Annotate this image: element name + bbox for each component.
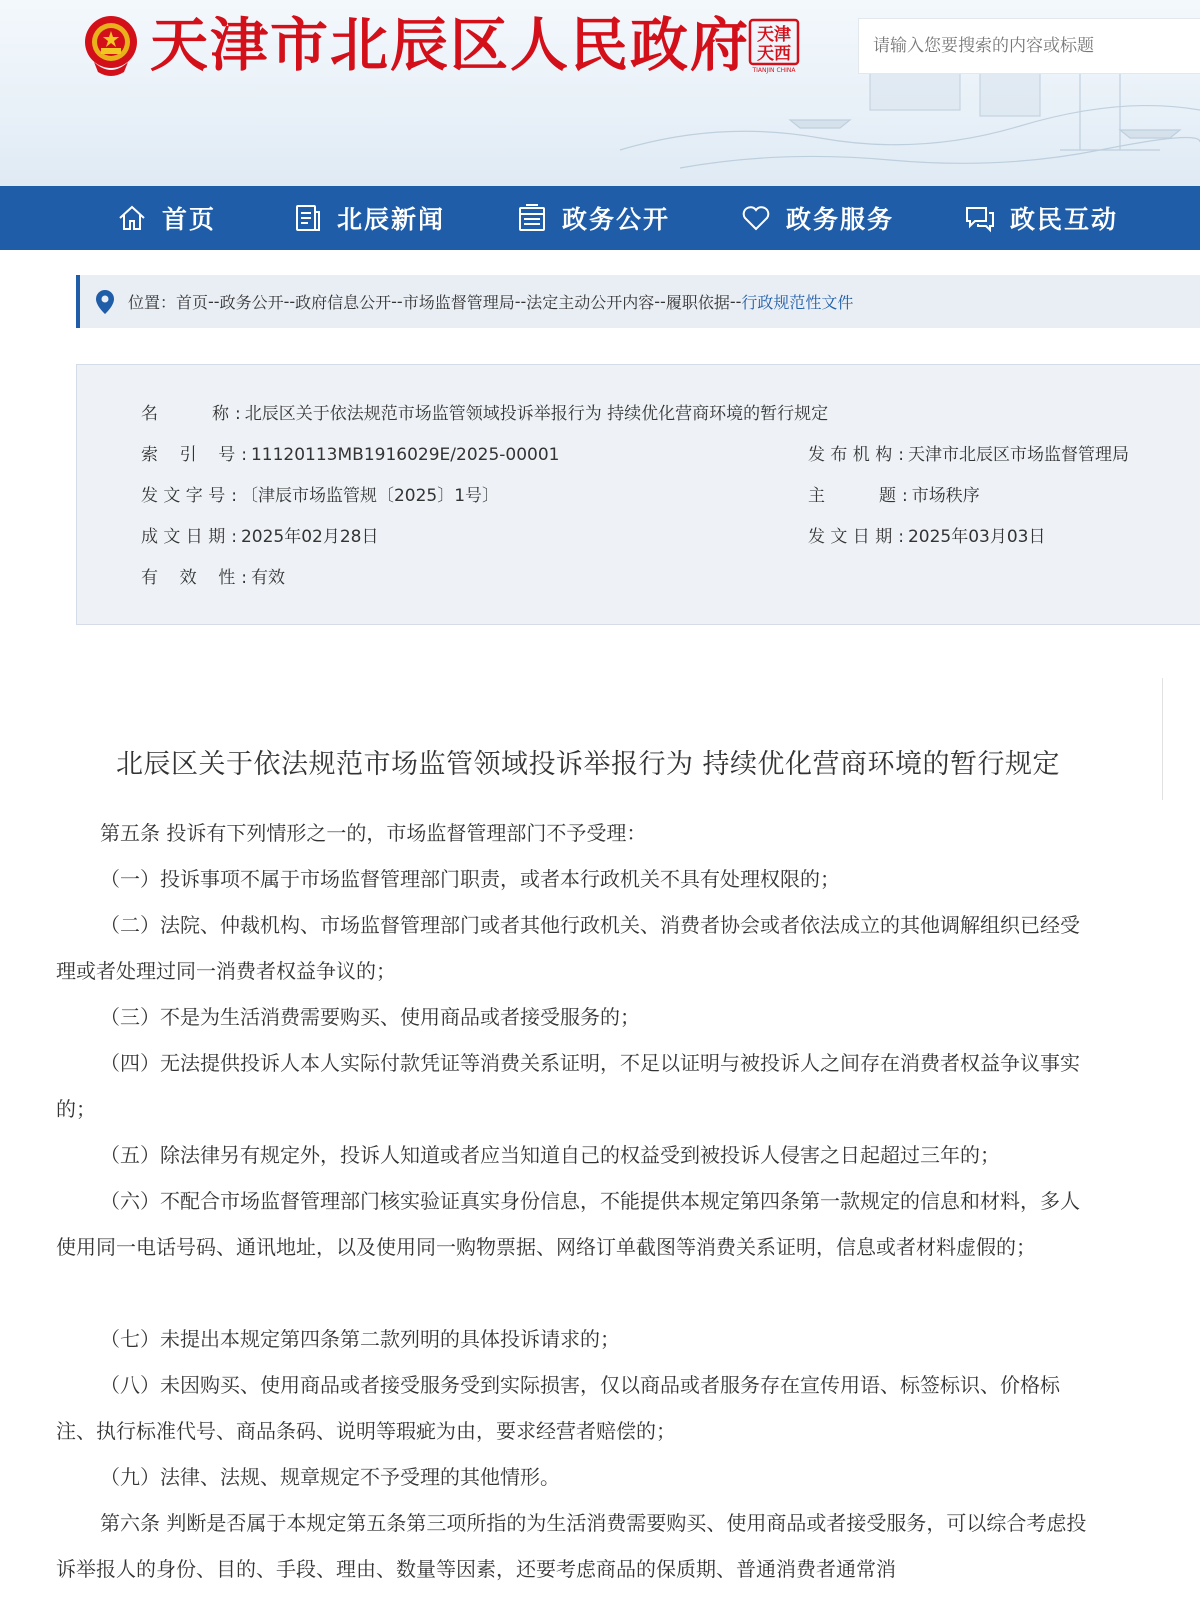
- article-paragraph: （八）未因购买、使用商品或者接受服务受到实际损害，仅以商品或者服务存在宣传用语、标签标识、价格标注、执行标准代号、商品条码、说明等瑕疵为由，要求经营者赔偿的；: [56, 1373, 1060, 1443]
- info-row-validity: 有 效 性 : 有效: [141, 568, 285, 588]
- breadcrumb-prefix: 位置：: [128, 293, 177, 312]
- info-row-subject: 主 题 : 市场秩序: [808, 486, 980, 506]
- list-icon: [516, 202, 548, 234]
- article-paragraph: （七）未提出本规定第四条第二款列明的具体投诉请求的；: [100, 1327, 620, 1351]
- site-title: 天津市北辰区人民政府: [150, 11, 751, 79]
- heart-icon: [740, 202, 772, 234]
- breadcrumb-separator: --: [729, 292, 742, 311]
- search-box: [858, 18, 1200, 74]
- location-pin-icon: [94, 289, 116, 315]
- nav-item-interaction[interactable]: [964, 186, 1118, 250]
- info-label: 有 效 性: [141, 568, 236, 588]
- nav-item-home[interactable]: [116, 186, 216, 250]
- breadcrumb-separator: --: [514, 292, 527, 311]
- document-info-panel: [76, 364, 1200, 625]
- info-label: 成 文 日 期: [141, 527, 226, 547]
- svg-text:TIANJIN CHINA: TIANJIN CHINA: [752, 67, 796, 74]
- info-value: 2025年03月03日: [907, 527, 1046, 547]
- info-value: 11120113MB1916029E/2025-00001: [250, 445, 560, 465]
- svg-text:天津: 天津: [757, 25, 791, 45]
- chat-icon: [964, 202, 996, 234]
- breadcrumb-item-market-bureau[interactable]: 市场监督管理局: [402, 293, 515, 312]
- nav-item-gov-service[interactable]: [740, 186, 894, 250]
- info-label: 索 引 号: [141, 445, 236, 465]
- info-label: 发 文 日 期: [808, 527, 893, 547]
- nav-item-label: 政务服务: [786, 205, 895, 234]
- info-value: 〔津辰市场监管规〔2025〕1号〕: [240, 486, 500, 506]
- info-row-issued: 发 文 日 期 : 2025年03月03日: [808, 527, 1046, 547]
- breadcrumb-item-current[interactable]: 行政规范性文件: [741, 293, 854, 312]
- breadcrumb-item-home[interactable]: 首页: [176, 293, 209, 312]
- info-row-name: 名 称 : 北辰区关于依法规范市场监管领域投诉举报行为 持续优化营商环境的暂行规定: [141, 404, 829, 424]
- info-label: 主 题: [808, 486, 897, 506]
- nav-item-label: 北辰新闻: [337, 205, 446, 234]
- article-paragraph: （九）法律、法规、规章规定不予受理的其他情形。: [100, 1465, 560, 1489]
- national-emblem-icon: [82, 12, 140, 78]
- info-row-publisher: 发 布 机 构 : 天津市北辰区市场监督管理局: [808, 445, 1129, 465]
- svg-text:天西: 天西: [757, 44, 791, 64]
- home-icon: [116, 202, 148, 234]
- nav-item-gov-affairs[interactable]: [516, 186, 670, 250]
- article-paragraph: 第六条 判断是否属于本规定第五条第三项所指的为生活消费需要购买、使用商品或者接受服务，可以综合考虑投诉举报人的身份、目的、手段、理由、数量等因素，还要考虑商品的保质期、普通消费者通常消: [56, 1511, 1087, 1581]
- info-row-created: 成 文 日 期 : 2025年02月28日: [141, 527, 379, 547]
- article-paragraph: 第五条 投诉有下列情形之一的，市场监督管理部门不予受理：: [100, 821, 647, 845]
- nav-item-news[interactable]: [291, 186, 445, 250]
- nav-item-label: 政务公开: [562, 205, 671, 234]
- article-title: 北辰区关于依法规范市场监管领域投诉举报行为 持续优化营商环境的暂行规定: [115, 749, 1061, 780]
- breadcrumb-separator: --: [208, 292, 220, 311]
- article-paragraph: （一）投诉事项不属于市场监督管理部门职责，或者本行政机关不具有处理权限的；: [100, 867, 840, 891]
- article-paragraph: （三）不是为生活消费需要购买、使用商品或者接受服务的；: [100, 1005, 640, 1029]
- site-header: [0, 0, 1200, 186]
- breadcrumb-item-duty-basis[interactable]: 履职依据: [665, 293, 730, 312]
- article-paragraph: （五）除法律另有规定外，投诉人知道或者应当知道自己的权益受到被投诉人侵害之日起超过三年的；: [100, 1143, 1000, 1167]
- breadcrumb-separator: --: [283, 292, 296, 311]
- info-label: 发 布 机 构: [808, 445, 893, 465]
- info-row-doc-no: 发 文 字 号 : 〔津辰市场监管规〔2025〕1号〕: [141, 486, 500, 506]
- main-nav: [0, 186, 1200, 250]
- search-input[interactable]: [859, 19, 1200, 73]
- article-paragraph: （四）无法提供投诉人本人实际付款凭证等消费关系证明，不足以证明与被投诉人之间存在消费者权益争议事实的；: [56, 1051, 1080, 1121]
- info-label: 名 称: [141, 404, 230, 424]
- tianjin-seal-logo: [748, 18, 800, 74]
- breadcrumb-item-statutory-content[interactable]: 法定主动公开内容: [526, 293, 655, 312]
- breadcrumb-item-gov-affairs[interactable]: 政务公开: [219, 293, 284, 312]
- breadcrumb: [76, 275, 1200, 328]
- info-row-index-no: 索 引 号 : 11120113MB1916029E/2025-00001: [141, 445, 560, 465]
- article-paragraph: （六）不配合市场监督管理部门核实验证真实身份信息，不能提供本规定第四条第一款规定的信息和材料，多人使用同一电话号码、通讯地址，以及使用同一购物票据、网络订单截图等消费关系证明，信息或者材料虚假的；: [56, 1189, 1080, 1259]
- news-icon: [291, 202, 323, 234]
- breadcrumb-item-info-disclosure[interactable]: 政府信息公开: [295, 293, 392, 312]
- article-paragraph: （二）法院、仲裁机构、市场监督管理部门或者其他行政机关、消费者协会或者依法成立的其他调解组织已经受理或者处理过同一消费者权益争议的；: [56, 913, 1080, 983]
- info-value: 市场秩序: [911, 486, 980, 506]
- info-value: 有效: [250, 568, 285, 588]
- nav-item-label: 政民互动: [1010, 205, 1119, 234]
- info-value: 2025年02月28日: [240, 527, 379, 547]
- nav-item-label: 首页: [162, 205, 217, 234]
- breadcrumb-separator: --: [654, 292, 666, 311]
- breadcrumb-separator: --: [391, 292, 403, 311]
- info-label: 发 文 字 号: [141, 486, 226, 506]
- info-value: 北辰区关于依法规范市场监管领域投诉举报行为 持续优化营商环境的暂行规定: [244, 404, 829, 424]
- content-divider: [1162, 678, 1163, 800]
- info-value: 天津市北辰区市场监督管理局: [907, 445, 1129, 465]
